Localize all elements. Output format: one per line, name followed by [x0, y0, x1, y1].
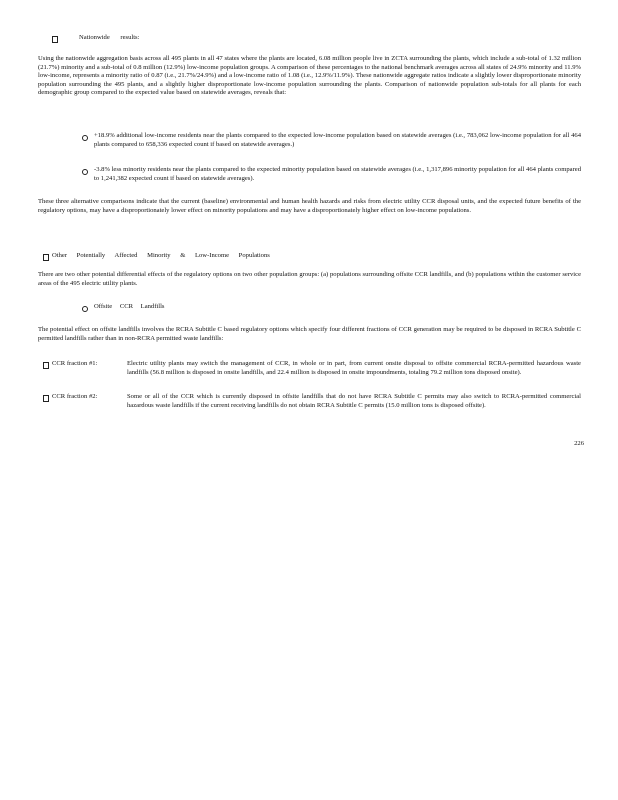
- list-item-label: CCR fraction #1:: [52, 360, 98, 367]
- bullet-circle-icon: [82, 169, 88, 175]
- bullet-circle-icon: [82, 306, 88, 312]
- paragraph-offsite-landfills: The potential effect on offsite landfills involves the RCRA Subtitle C based regulatory options which specify four different fractions of CCR generation may be required to be disposed in RCRA Subtitle C permitted landfills rather than in non-RCRA permitted waste landfills:: [38, 326, 581, 342]
- section-heading-nationwide: Nationwide results:: [79, 34, 140, 41]
- page-number: 226: [574, 440, 584, 447]
- bullet-low-income: +18.9% additional low-income residents near the plants compared to the expected low-income population based on statewide averages (i.e., 783,062 low-income population for all 464 plants compared to 658,336 expected count if based on statewide averages.): [94, 132, 581, 148]
- checkbox-icon: [43, 395, 49, 402]
- paragraph-other-effects: There are two other potential differential effects of the regulatory options on two other population groups: (a) populations surrounding offsite CCR landfills, and (b) populations within the customer service areas of the 495 electric utility plants.: [38, 271, 581, 287]
- list-item-label: CCR fraction #2:: [52, 393, 98, 400]
- bullet-circle-icon: [82, 135, 88, 141]
- checkbox-icon: [52, 36, 58, 43]
- checkbox-icon: [43, 362, 49, 369]
- list-item-text: Some or all of the CCR which is currently disposed in offsite landfills that do not have RCRA Subtitle C permits may also switch to RCRA-permitted commercial hazardous waste landfills if the current receiving landfills do not obtain RCRA Subtitle C permits (15.0 million tons is disposed offsite).: [127, 393, 581, 409]
- paragraph-alternatives: These three alternative comparisons indicate that the current (baseline) environmental and human health hazards and risks from electric utility CCR disposal units, and the expected future benefits of the regulatory options, may have a disproportionately lower effect on minority populations and may have a disproportionately higher effect on low-income populations.: [38, 198, 581, 214]
- checkbox-icon: [43, 254, 49, 261]
- subsection-heading-offsite-landfills: Offsite CCR Landfills: [94, 303, 165, 310]
- paragraph-nationwide: Using the nationwide aggregation basis across all 495 plants in all 47 states where the plants are located, 6.08 million people live in ZCTA surrounding the plants, which include a sub-total of 1.32 million (21.7%) minority and a sub-total of 0.8 million (12.9%) low-income population groups. A comparison of these percentages to the national benchmark averages across all states of 24.9% minority and 11.9% low-income, represents a minority ratio of 0.87 (i.e., 21.7%/24.9%) and a low-income ratio of 1.08 (i.e., 12.9%/11.9%). These nationwide aggregate ratios indicate a slightly lower disproportionate minority population surrounding the 495 plants, and a slightly higher disproportionate low-income population surrounding the plants. Comparison of nationwide population sub-totals for all plants for each demographic group compared to the expected value based on statewide averages, reveals that:: [38, 55, 581, 97]
- section-heading-other-populations: Other Potentially Affected Minority & Low-Income Populations: [52, 252, 270, 259]
- bullet-minority: -3.8% less minority residents near the plants compared to the expected minority population based on statewide averages (i.e., 1,317,896 minority population for all 464 plants compared to 1,241,382 expected count if based on statewide averages).: [94, 166, 581, 182]
- list-item-text: Electric utility plants may switch the management of CCR, in whole or in part, from current onsite disposal to offsite commercial RCRA-permitted hazardous waste landfills (56.8 million is disposed in onsite landfills, and 22.4 million is disposed in onsite impoundments, totaling 79.2 million tons disposed onsite).: [127, 360, 581, 376]
